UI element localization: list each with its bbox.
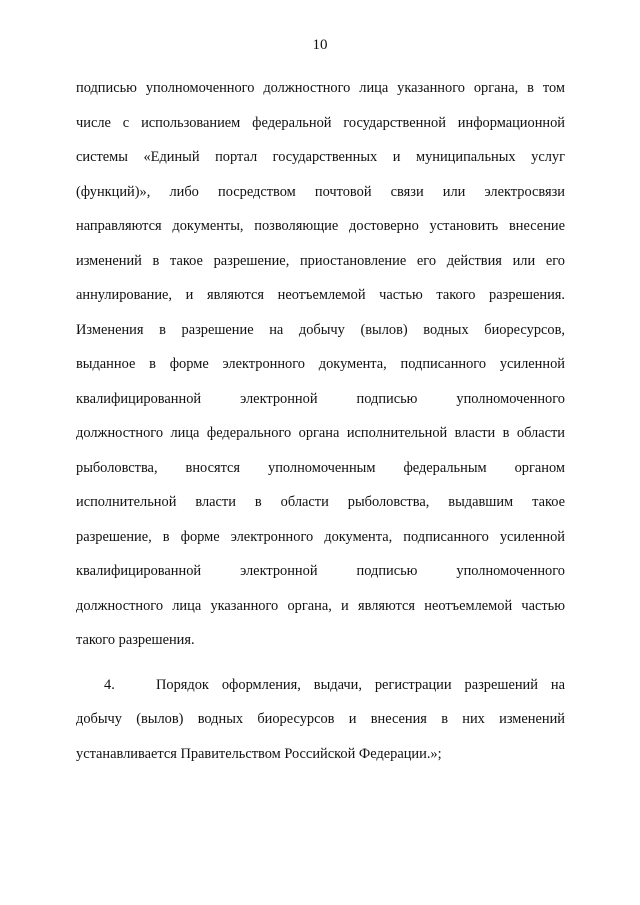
text-line: числе с использованием федеральной государственной информационной (76, 114, 565, 131)
text-line: изменений в такое разрешение, приостановление его действия или его (76, 252, 565, 269)
text-line: квалифицированной электронной подписью уполномоченного (76, 390, 565, 407)
text-line: исполнительной власти в области рыболовства, выдавшим такое (76, 494, 565, 510)
text-line: системы «Единый портал государственных и муниципальных услуг (76, 149, 565, 165)
text-line: добычу (вылов) водных биоресурсов и внесения в них изменений (76, 711, 565, 727)
text-line: направляются документы, позволяющие достоверно установить внесение (76, 218, 565, 234)
text-line: устанавливается Правительством Российской Федерации.»; (76, 745, 442, 762)
text-line: рыболовства, вносятся уполномоченным федеральным органом (76, 459, 565, 476)
item-first-line: Порядок оформления, выдачи, регистрации разрешений на (156, 676, 565, 693)
text-line: выданное в форме электронного документа, подписанного усиленной (76, 356, 565, 372)
text-line: разрешение, в форме электронного документа, подписанного усиленной (76, 528, 565, 545)
text-line: должностного лица указанного органа, и являются неотъемлемой частью (76, 597, 565, 614)
text-line (76, 674, 565, 709)
text-line: подписью уполномоченного должностного лица указанного органа, в том (76, 80, 565, 96)
text-line: квалифицированной электронной подписью уполномоченного (76, 563, 565, 579)
paragraph-gap (76, 664, 565, 674)
text-line: Изменения в разрешение на добычу (вылов) водных биоресурсов, (76, 321, 565, 338)
text-line: (функций)», либо посредством почтовой связи или электросвязи (76, 183, 565, 200)
text-line: такого разрешения. (76, 632, 195, 648)
item-number: 4. (104, 676, 115, 693)
text-line: должностного лица федерального органа исполнительной власти в области (76, 425, 565, 441)
text-line: аннулирование, и являются неотъемлемой частью такого разрешения. (76, 287, 565, 303)
paragraph-continuation (76, 77, 565, 664)
page-number: 10 (312, 37, 328, 53)
body-text (76, 77, 565, 777)
paragraph-item-4 (76, 674, 565, 778)
